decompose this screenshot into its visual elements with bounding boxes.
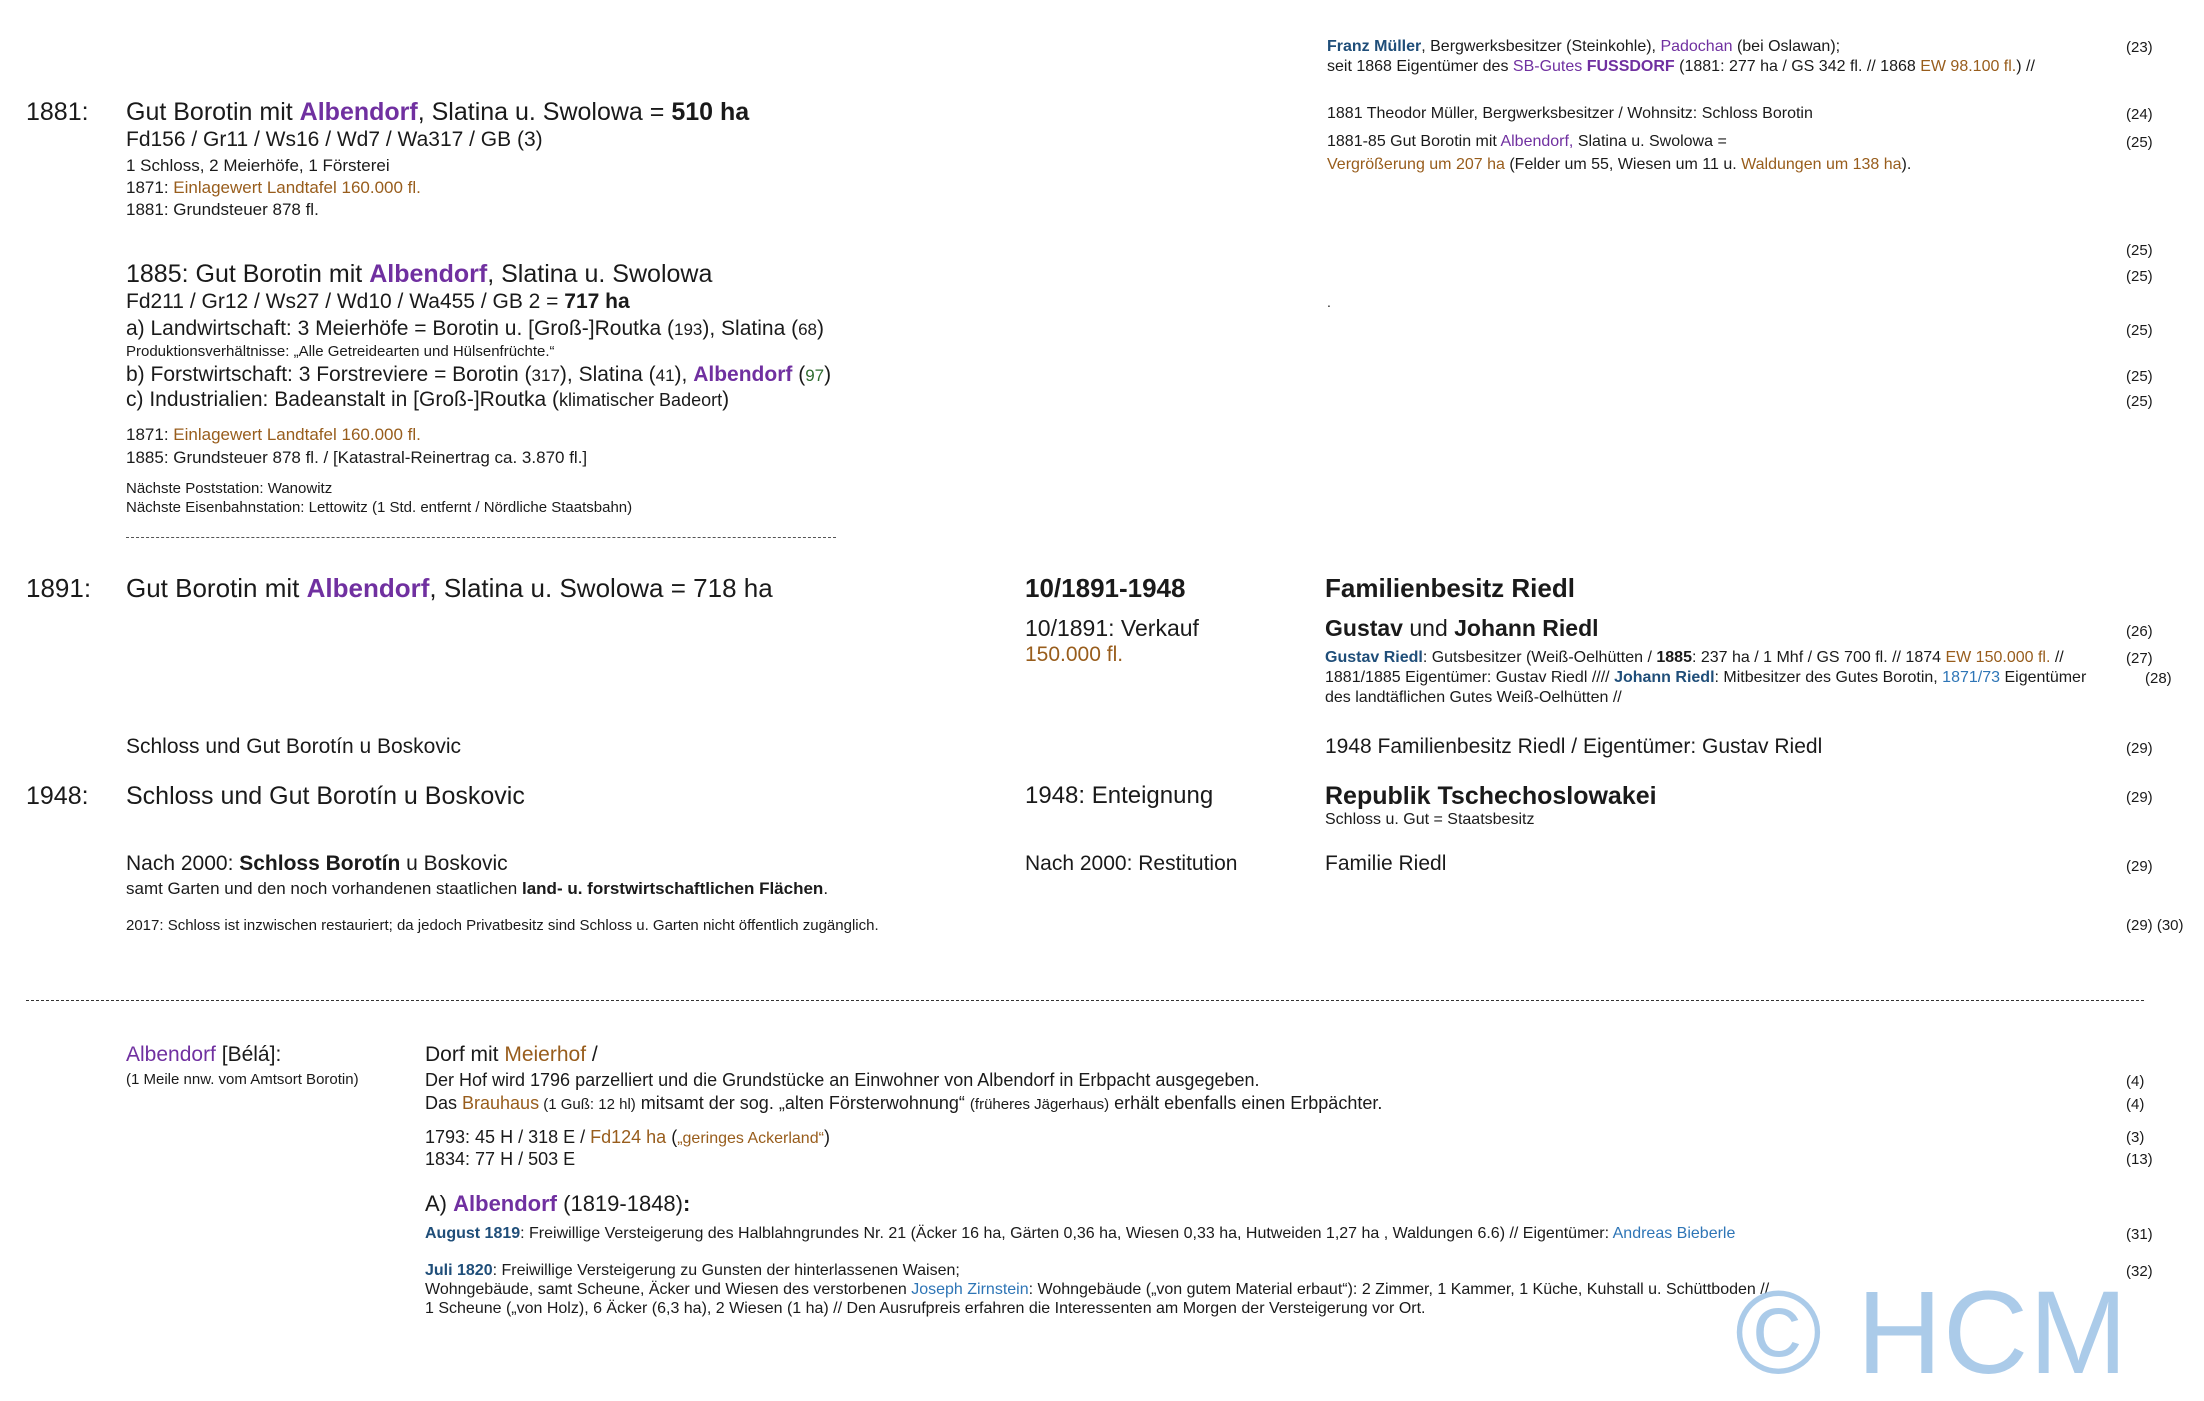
text-bold: land- u. forstwirtschaftlichen Flächen xyxy=(522,879,824,898)
industrialien-line xyxy=(126,388,729,412)
zirnstein-line xyxy=(425,1281,1769,1299)
castle-name: Schloss Borotín xyxy=(239,852,401,875)
footnote-ref: (3) xyxy=(2126,1129,2145,1146)
footnote-ref: (13) xyxy=(2126,1151,2153,1168)
estate-label: SB-Gutes xyxy=(1512,58,1587,75)
albendorf-subheading xyxy=(425,1191,690,1217)
entry-franz-mueller xyxy=(1327,38,1840,56)
text: ) xyxy=(817,317,824,340)
footnote-ref: (4) xyxy=(2126,1073,2145,1090)
number: 41 xyxy=(655,366,675,385)
entry-vergroesserung xyxy=(1327,156,1911,174)
landwirtschaft-line xyxy=(126,317,824,341)
text: ( xyxy=(666,1127,678,1147)
verkauf-price: 150.000 fl. xyxy=(1025,643,1124,666)
text: Das xyxy=(425,1093,463,1113)
footnote-ref: (24) xyxy=(2126,106,2153,123)
place-name: Albendorf, xyxy=(1500,133,1574,150)
scheune-line: 1 Scheune („von Holz), 6 Äcker (6,3 ha), 2 Wiesen (1 ha) // Den Ausrufpreis erfahren die Interessenten am Morgen der Versteigerung vor Ort. xyxy=(425,1300,1426,1317)
person-name: Gustav Riedl xyxy=(1325,649,1423,666)
footnote-ref: (26) xyxy=(2126,623,2153,640)
poststation: Nächste Poststation: Wanowitz xyxy=(126,480,333,497)
footnote-ref: (25) xyxy=(2126,134,2153,151)
text: 1871: xyxy=(126,178,174,197)
value-text: Vergrößerung um 207 ha xyxy=(1327,156,1505,173)
place-name: Albendorf xyxy=(126,1043,216,1066)
footnote-ref: (25) xyxy=(2126,393,2153,410)
footnote-ref: (23) xyxy=(2126,39,2153,56)
text: 1881/1885 Eigentümer: Gustav Riedl //// xyxy=(1325,669,1615,686)
footnote-ref: (31) xyxy=(2126,1226,2153,1243)
year-1948: 1948: xyxy=(26,782,89,810)
text: u Boskovic xyxy=(400,852,508,875)
staatsbesitz-line: Schloss u. Gut = Staatsbesitz xyxy=(1325,811,1535,828)
owner-heading: Familienbesitz Riedl xyxy=(1325,573,1575,603)
grundsteuer-1881: 1881: Grundsteuer 878 fl. xyxy=(126,200,319,219)
text: a) Landwirtschaft: 3 Meierhöfe = Borotin u. [Groß-]Routka ( xyxy=(126,317,674,340)
land-stats-1881: Fd156 / Gr11 / Ws16 / Wd7 / Wa317 / GB (3) xyxy=(126,128,543,151)
text: ). xyxy=(1901,156,1912,173)
land-stats-1885 xyxy=(126,290,630,314)
text: : Mitbesitzer des Gutes Borotin, xyxy=(1714,669,1943,686)
text: ) xyxy=(824,363,832,386)
footnote-ref: (28) xyxy=(2145,670,2172,687)
place-name: Albendorf xyxy=(693,363,793,386)
flaechen-line xyxy=(126,879,828,899)
stats-1793 xyxy=(425,1127,830,1148)
place-name: Albendorf xyxy=(299,98,418,126)
person-name: Gustav xyxy=(1325,615,1403,641)
text: seit 1868 Eigentümer des xyxy=(1327,58,1513,75)
place-name: Albendorf xyxy=(453,1191,558,1216)
text: Eigentümer xyxy=(2000,669,2087,686)
republik-heading: Republik Tschechoslowakei xyxy=(1325,782,1657,810)
footnote-ref: (29) xyxy=(2126,740,2153,757)
text: (Felder um 55, Wiesen um 11 u. xyxy=(1504,156,1742,173)
divider-short xyxy=(126,537,836,538)
brauhaus-line xyxy=(425,1093,1382,1114)
value-text: Fd124 ha xyxy=(590,1127,667,1147)
text: : Wohngebäude („von gutem Material erbaut“): 2 Zimmer, 1 Kammer, 1 Küche, Kuhstall u. Schüttboden // xyxy=(1028,1281,1770,1298)
text: 1881-85 Gut Borotin mit xyxy=(1327,133,1501,150)
text: c) Industrialien: Badeanstalt in [Groß-]Routka ( xyxy=(126,388,560,411)
text: 1871: xyxy=(126,425,174,444)
person-name: Johann Riedl xyxy=(1454,615,1599,641)
stats-1834: 1834: 77 H / 503 E xyxy=(425,1149,576,1169)
produktion-line: Produktionsverhältnisse: „Alle Getreidearten und Hülsenfrüchte.“ xyxy=(126,343,555,360)
value-text: Meierhof xyxy=(504,1043,587,1066)
text: (1819-1848) xyxy=(557,1191,683,1216)
text: Gut Borotin mit xyxy=(126,98,300,126)
text: samt Garten und den noch vorhandenen staatlichen xyxy=(126,879,522,898)
text: mitsamt der sog. „alten Försterwohnung“ xyxy=(635,1093,970,1113)
text: : Gutsbesitzer (Weiß-Oelhütten / xyxy=(1422,649,1657,666)
place-name: Albendorf xyxy=(306,573,430,603)
footnote-ref: (32) xyxy=(2126,1263,2153,1280)
footnote-ref: (27) xyxy=(2126,650,2153,667)
enteignung: 1948: Enteignung xyxy=(1025,782,1214,809)
entry-1881-85 xyxy=(1327,133,1727,151)
value-text: Brauhaus xyxy=(462,1093,540,1113)
value-text: Waldungen um 138 ha xyxy=(1741,156,1902,173)
text: (bei Oslawan); xyxy=(1732,38,1841,55)
year-1881: 1881: xyxy=(26,98,89,126)
text: ), xyxy=(674,363,694,386)
date-text: August 1819 xyxy=(425,1225,521,1242)
person-name: Franz Müller xyxy=(1327,38,1422,55)
number: 97 xyxy=(805,366,825,385)
text: (1 Guß: 12 hl) xyxy=(539,1096,636,1113)
value-text: EW 98.100 fl. xyxy=(1920,58,2017,75)
area-value: 510 ha xyxy=(671,98,750,126)
text: Dorf mit xyxy=(425,1043,505,1066)
landtafel-1871-b xyxy=(126,425,421,445)
text: ) xyxy=(823,1127,830,1147)
albendorf-heading xyxy=(126,1043,281,1067)
text: . xyxy=(823,879,829,898)
verkauf-line: 10/1891: Verkauf xyxy=(1025,615,1199,641)
entry-theodor-mueller: 1881 Theodor Müller, Bergwerksbesitzer / Wohnsitz: Schloss Borotin xyxy=(1327,105,1813,122)
person-name: Johann Riedl xyxy=(1614,669,1715,686)
footnote-ref: (25) xyxy=(2126,322,2153,339)
person-name: Joseph Zirnstein xyxy=(911,1281,1029,1298)
text: : 237 ha / 1 Mhf / GS 700 fl. // 1874 xyxy=(1691,649,1946,666)
text: (1881: 277 ha / GS 342 fl. // 1868 xyxy=(1674,58,1921,75)
value-text: „geringes Ackerland“ xyxy=(677,1130,824,1147)
text: / xyxy=(586,1043,598,1066)
text: 1793: 45 H / 318 E / xyxy=(425,1127,591,1147)
number: 193 xyxy=(674,320,703,339)
person-name: Andreas Bieberle xyxy=(1612,1225,1736,1242)
text: klimatischer Badeort xyxy=(559,390,723,410)
value-text: Einlagewert Landtafel 160.000 fl. xyxy=(173,178,421,197)
text: ), Slatina ( xyxy=(702,317,799,340)
text: Gut Borotin mit xyxy=(126,573,307,603)
date-text: Juli 1820 xyxy=(425,1262,493,1279)
text: A) xyxy=(425,1191,454,1216)
eisenbahnstation: Nächste Eisenbahnstation: Lettowitz (1 Std. entfernt / Nördliche Staatsbahn) xyxy=(126,499,633,516)
text: Fd211 / Gr12 / Ws27 / Wd10 / Wa455 / GB 2 = xyxy=(126,290,565,313)
text: : Freiwillige Versteigerung zu Gunsten der hinterlassenen Waisen; xyxy=(492,1262,960,1279)
text: , Bergwerksbesitzer (Steinkohle), xyxy=(1421,38,1661,55)
owner-names xyxy=(1325,615,1599,642)
schloss-line-1948: Schloss und Gut Borotín u Boskovic xyxy=(126,782,525,810)
entry-juli-1820 xyxy=(425,1262,960,1280)
landtafel-1871 xyxy=(126,178,421,198)
buildings-1881: 1 Schloss, 2 Meierhöfe, 1 Försterei xyxy=(126,156,390,175)
albendorf-location: (1 Meile nnw. vom Amtsort Borotin) xyxy=(126,1071,359,1088)
footnote-ref: (25) xyxy=(2126,268,2153,285)
copyright-watermark: © HCM xyxy=(1735,1267,2129,1399)
dorf-line xyxy=(425,1043,598,1067)
text: 1885: Gut Borotin mit xyxy=(126,260,370,288)
text: Wohngebäude, samt Scheune, Äcker und Wiesen des verstorbenen xyxy=(425,1281,912,1298)
text: [Bélá]: xyxy=(215,1043,282,1066)
estate-name: FUSSDORF xyxy=(1586,58,1675,75)
gustav-riedl-entry xyxy=(1325,649,2064,667)
footnote-ref: (25) xyxy=(2126,368,2153,385)
section-title-1881 xyxy=(126,98,749,127)
text: , Slatina u. Swolowa = 718 ha xyxy=(429,573,773,603)
footnote-ref: (4) xyxy=(2126,1096,2145,1113)
text: ) xyxy=(722,388,730,411)
footnote-ref: (29) (30) xyxy=(2126,917,2184,934)
text: // xyxy=(2050,649,2064,666)
number: 68 xyxy=(798,320,817,339)
section-title-1891 xyxy=(126,573,773,604)
number: 317 xyxy=(531,366,560,385)
text: erhält ebenfalls einen Erbpächter. xyxy=(1109,1093,1383,1113)
year-1891: 1891: xyxy=(26,573,92,603)
text: Nach 2000: xyxy=(126,852,240,875)
text: : xyxy=(683,1191,691,1216)
grundsteuer-1885: 1885: Grundsteuer 878 fl. / [Katastral-Reinertrag ca. 3.870 fl.] xyxy=(126,448,588,467)
text: ), Slatina ( xyxy=(559,363,656,386)
oelhuetten-line: des landtäflichen Gutes Weiß-Oelhütten // xyxy=(1325,689,1622,706)
section-title-1885 xyxy=(126,260,712,289)
value-text: Einlagewert Landtafel 160.000 fl. xyxy=(173,425,421,444)
text: : Freiwillige Versteigerung des Halblahngrundes Nr. 21 (Äcker 16 ha, Gärten 0,36 ha, Wiesen 0,33 ha, Hutweiden 1,27 ha , Waldungen 6.6) // Eigentümer: xyxy=(520,1225,1613,1242)
text: ( xyxy=(792,363,806,386)
schloss-line-1891: Schloss und Gut Borotín u Boskovic xyxy=(126,735,462,758)
restitution: Nach 2000: Restitution xyxy=(1025,852,1238,875)
area-value: 717 ha xyxy=(564,290,630,313)
footnote-ref: (29) xyxy=(2126,858,2153,875)
familie-riedl: Familie Riedl xyxy=(1325,852,1447,875)
note-2017: 2017: Schloss ist inzwischen restauriert; da jedoch Privatbesitz sind Schloss u. Garten nicht öffentlich zugänglich. xyxy=(126,917,879,934)
footnote-ref: (25) xyxy=(2126,242,2153,259)
text: ) // xyxy=(2016,58,2035,75)
forstwirtschaft-line xyxy=(126,363,831,387)
text: , Slatina u. Swolowa xyxy=(487,260,713,288)
familienbesitz-1948: 1948 Familienbesitz Riedl / Eigentümer: Gustav Riedl xyxy=(1325,735,1823,758)
text: , Slatina u. Swolowa = xyxy=(417,98,672,126)
text: Slatina u. Swolowa = xyxy=(1573,133,1727,150)
year-text: 1885 xyxy=(1656,649,1692,666)
text: (früheres Jägerhaus) xyxy=(969,1096,1110,1113)
text: b) Forstwirtschaft: 3 Forstreviere = Borotin ( xyxy=(126,363,532,386)
place-name: Padochan xyxy=(1660,38,1733,55)
text: und xyxy=(1402,615,1455,641)
year-text: 1871/73 xyxy=(1942,669,2001,686)
dot-mark: . xyxy=(1327,294,1331,310)
value-text: EW 150.000 fl. xyxy=(1945,649,2051,666)
nach-2000-line xyxy=(126,852,508,876)
divider-long xyxy=(26,1000,2144,1001)
footnote-ref: (29) xyxy=(2126,789,2153,806)
entry-august-1819 xyxy=(425,1225,1735,1243)
place-name: Albendorf xyxy=(369,260,488,288)
period-heading: 10/1891-1948 xyxy=(1025,573,1186,603)
johann-riedl-entry xyxy=(1325,669,2086,687)
hof-parzelliert-line: Der Hof wird 1796 parzelliert und die Grundstücke an Einwohner von Albendorf in Erbpacht ausgegeben. xyxy=(425,1070,1260,1090)
entry-fussdorf xyxy=(1327,58,2035,76)
